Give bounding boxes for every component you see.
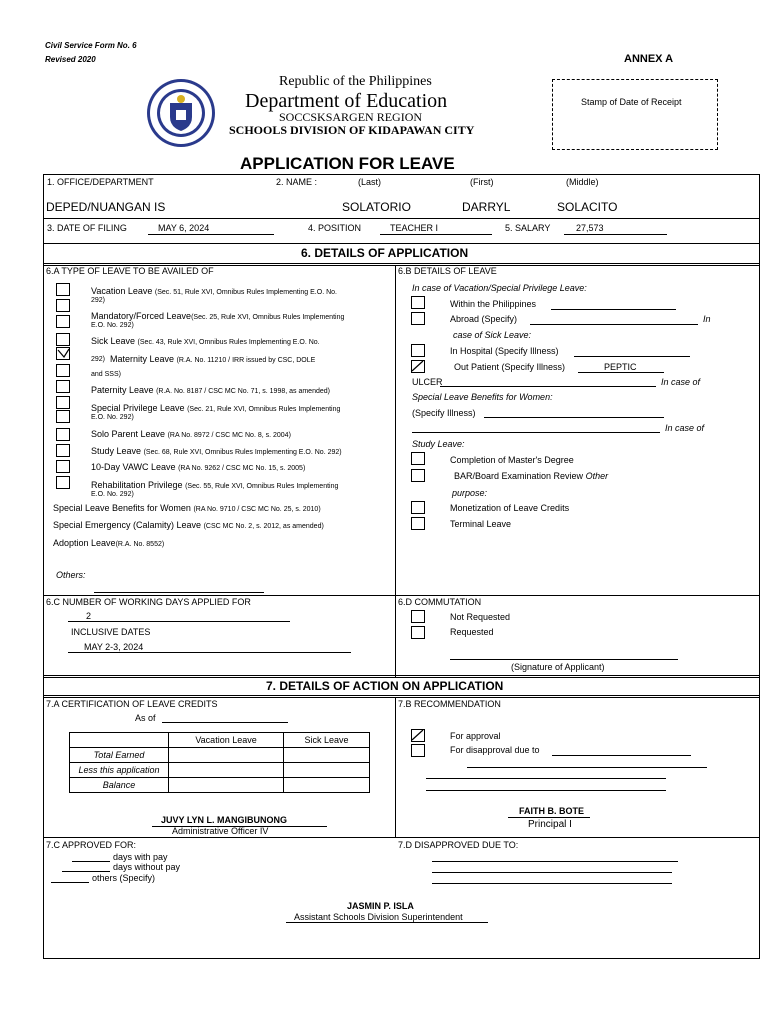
specify-illness-field-2[interactable] [412, 432, 660, 433]
table-row [70, 763, 370, 778]
section-6c-title: 6.C NUMBER OF WORKING DAYS APPLIED FOR [46, 597, 251, 607]
form-number: Civil Service Form No. 6 [45, 41, 137, 50]
receipt-stamp-label: Stamp of Date of Receipt [581, 97, 682, 107]
receipt-stamp-box [552, 79, 718, 150]
terminal-leave-checkbox[interactable] [411, 517, 425, 530]
column-header-sick: Sick Leave [284, 733, 370, 748]
divider [43, 263, 759, 264]
divider [43, 243, 759, 244]
first-name-label: (First) [470, 177, 494, 187]
vacation-leave-checkbox[interactable] [56, 283, 70, 296]
women-caption-2: Special Leave Benefits for Women: [412, 392, 553, 402]
terminal-leave-label: Terminal Leave [450, 519, 512, 529]
women-caption: In case of [661, 377, 701, 387]
others-field[interactable] [94, 592, 264, 593]
section-6d-title: 6.D COMMUTATION [398, 597, 482, 607]
section-6-title: 6. DETAILS OF APPLICATION [301, 246, 469, 260]
for-disapproval-checkbox[interactable] [411, 744, 425, 757]
purpose-label: purpose: [452, 488, 488, 498]
column-header-vacation: Vacation Leave [169, 733, 284, 748]
leave-type-label: 10-Day VAWC Leave (RA No. 9262 / CSC MC No. 15, s. 2005) [91, 462, 306, 472]
disapproval-reason-field-3[interactable] [426, 778, 666, 779]
principal-name: FAITH B. BOTE [519, 806, 584, 816]
underline [578, 372, 664, 373]
days-with-pay-field[interactable] [72, 861, 110, 862]
division-name: SCHOOLS DIVISION OF KIDAPAWAN CITY [229, 123, 475, 137]
mandatory-leave-checkbox[interactable] [56, 299, 70, 312]
section-7-title: 7. DETAILS OF ACTION ON APPLICATION [266, 679, 504, 693]
check-mark-icon [56, 347, 70, 359]
date-of-filing-value[interactable]: MAY 6, 2024 [158, 223, 210, 233]
underline [148, 234, 274, 235]
specify-illness-field[interactable] [484, 417, 664, 418]
requested-label: Requested [450, 627, 494, 637]
disapproval-reason-field-4[interactable] [426, 790, 666, 791]
rehabilitation-leave-checkbox[interactable] [56, 476, 70, 489]
salary-value[interactable]: 27,573 [576, 223, 604, 233]
leave-type-label: Rehabilitation Privilege (Sec. 55, Rule XVI, Omnibus Rules Implementing [91, 480, 339, 490]
section-7a-title: 7.A CERTIFICATION OF LEAVE CREDITS [46, 699, 218, 709]
leave-type-label: Solo Parent Leave (RA No. 8972 / CSC MC No. 8, s. 2004) [91, 429, 291, 439]
in-hospital-label: In Hospital (Specify Illness) [450, 346, 559, 356]
for-approval-label: For approval [450, 731, 501, 741]
leave-credits-table [69, 732, 370, 793]
asds-title: Assistant Schools Division Superintendent [294, 912, 463, 922]
republic-line: Republic of the Philippines [279, 74, 432, 89]
divider [43, 837, 759, 838]
out-patient-illness-value-2[interactable]: ULCER [412, 377, 443, 387]
not-requested-label: Not Requested [450, 612, 511, 622]
section-7d-title: 7.D DISAPPROVED DUE TO: [398, 840, 519, 850]
out-patient-illness-value[interactable]: PEPTIC [604, 362, 637, 372]
leave-type-label: Mandatory/Forced Leave(Sec. 25, Rule XVI, Omnibus Rules Implementing [91, 311, 345, 321]
out-patient-label: Out Patient (Specify Illness) [454, 362, 566, 372]
within-philippines-label: Within the Philippines [450, 299, 537, 309]
less-application-sick-cell[interactable] [284, 763, 370, 778]
leave-type-label: Adoption Leave(R.A. No. 8552) [53, 538, 165, 548]
office-value[interactable]: DEPED/NUANGAN IS [46, 200, 166, 214]
department-name: Department of Education [245, 90, 448, 112]
inclusive-dates-label: INCLUSIVE DATES [71, 627, 151, 637]
form-title: APPLICATION FOR LEAVE [240, 154, 455, 173]
signature-line [450, 659, 678, 660]
underline [68, 621, 290, 622]
leave-type-label: Special Leave Benefits for Women (RA No. 9710 / CSC MC No. 25, s. 2010) [53, 503, 321, 513]
disapproved-reason-field[interactable] [432, 861, 678, 862]
underline [508, 817, 590, 818]
disapproved-reason-field-2[interactable] [432, 872, 672, 873]
inclusive-dates-value[interactable]: MAY 2-3, 2024 [84, 642, 144, 652]
leave-type-ref: and SSS) [91, 371, 121, 378]
divider [43, 595, 759, 596]
mandatory-leave-checkbox-2[interactable] [56, 315, 70, 328]
table-row [70, 778, 370, 793]
study-leave-checkbox[interactable] [56, 444, 70, 457]
leave-type-ref: E.O. No. 292) [91, 491, 134, 498]
leave-type-ref: E.O. No. 292) [91, 414, 134, 421]
principal-title: Principal I [528, 819, 572, 830]
row-label: Less this application [70, 763, 169, 778]
first-name-value[interactable]: DARRYL [462, 200, 511, 214]
position-value[interactable]: TEACHER I [390, 223, 439, 233]
underline [68, 652, 351, 653]
for-approval-checkbox[interactable] [411, 729, 425, 742]
solo-parent-leave-checkbox[interactable] [56, 428, 70, 441]
underline [564, 234, 667, 235]
leave-type-ref: E.O. No. 292) [91, 322, 134, 329]
as-of-label: As of [135, 713, 156, 723]
in-hospital-checkbox[interactable] [411, 344, 425, 357]
requested-checkbox[interactable] [411, 626, 425, 639]
salary-label: 5. SALARY [505, 223, 551, 233]
as-of-field[interactable] [162, 722, 288, 723]
signature-label: (Signature of Applicant) [511, 662, 605, 672]
officer-name: JUVY LYN L. MANGIBUNONG [161, 815, 288, 825]
date-of-filing-label: 3. DATE OF FILING [47, 223, 127, 233]
leave-type-label: Sick Leave (Sec. 43, Rule XVI, Omnibus Rules Implementing E.O. No. [91, 336, 320, 346]
leave-type-label: Vacation Leave (Sec. 51, Rule XVI, Omnibus Rules Implementing E.O. No. [91, 286, 337, 296]
balance-vacation-cell[interactable] [169, 778, 284, 793]
last-name-value[interactable]: SOLATORIO [342, 200, 411, 214]
days-without-pay-field[interactable] [62, 871, 110, 872]
vawc-leave-checkbox[interactable] [56, 460, 70, 473]
leave-type-ref: 292) [91, 297, 106, 304]
underline [440, 386, 656, 387]
days-without-pay-label: days without pay [113, 862, 181, 872]
in-label: In [703, 314, 711, 324]
underline [380, 234, 492, 235]
name-label: 2. NAME : [276, 177, 318, 187]
days-with-pay-label: days with pay [113, 852, 168, 862]
check-mark-icon [411, 360, 425, 372]
within-philippines-checkbox[interactable] [411, 296, 425, 309]
maternity-leave-checkbox-2[interactable] [56, 364, 70, 377]
abroad-checkbox[interactable] [411, 312, 425, 325]
leave-type-label: Special Emergency (Calamity) Leave (CSC MC No. 2, s. 2012, as amended) [53, 520, 324, 530]
section-7b-title: 7.B RECOMMENDATION [398, 699, 501, 709]
monetization-checkbox[interactable] [411, 501, 425, 514]
leave-type-label: Maternity Leave (R.A. No. 11210 / IRR issued by CSC, DOLE [110, 354, 316, 364]
bar-review-label: BAR/Board Examination Review Other [454, 471, 609, 481]
balance-sick-cell[interactable] [284, 778, 370, 793]
last-name-label: (Last) [358, 177, 382, 187]
table-row [70, 748, 370, 763]
deped-seal-icon [145, 77, 217, 149]
leave-type-pre: 292) [91, 356, 106, 363]
less-application-vacation-cell[interactable] [169, 763, 284, 778]
section-6b-title: 6.B DETAILS OF LEAVE [398, 266, 497, 276]
middle-name-label: (Middle) [566, 177, 599, 187]
total-earned-sick-cell[interactable] [284, 748, 370, 763]
disapproval-reason-field-2[interactable] [467, 767, 707, 768]
divider [43, 697, 759, 698]
special-privilege-leave-checkbox-2[interactable] [56, 410, 70, 423]
specify-illness-label: (Specify Illness) [412, 408, 476, 418]
within-philippines-field[interactable] [551, 309, 676, 310]
sick-caption: case of Sick Leave: [453, 330, 532, 340]
divider [43, 675, 759, 676]
masters-degree-label: Completion of Master's Degree [450, 455, 574, 465]
vacation-caption: In case of Vacation/Special Privilege Leave: [412, 283, 587, 293]
leave-type-label: Study Leave (Sec. 68, Rule XVI, Omnibus Rules Implementing E.O. No. 292) [91, 446, 342, 456]
out-patient-checkbox[interactable] [411, 360, 425, 373]
row-label: Balance [70, 778, 169, 793]
others-specify-field[interactable] [51, 882, 89, 883]
study-caption-2: Study Leave: [412, 439, 465, 449]
monetization-label: Monetization of Leave Credits [450, 503, 570, 513]
abroad-field[interactable] [530, 324, 698, 325]
region-name: SOCCSKSARGEN REGION [279, 110, 423, 124]
office-label: 1. OFFICE/DEPARTMENT [47, 177, 154, 187]
middle-name-value[interactable]: SOLACITO [557, 200, 618, 214]
total-earned-vacation-cell[interactable] [169, 748, 284, 763]
asds-name: JASMIN P. ISLA [347, 901, 414, 911]
officer-title: Administrative Officer IV [172, 826, 269, 836]
masters-degree-checkbox[interactable] [411, 452, 425, 465]
column-divider [395, 265, 396, 677]
maternity-leave-checkbox[interactable] [56, 347, 70, 360]
underline [286, 922, 488, 923]
special-privilege-leave-checkbox[interactable] [56, 396, 70, 409]
sick-leave-checkbox[interactable] [56, 333, 70, 346]
others-label: Others: [56, 570, 86, 580]
form-revision: Revised 2020 [45, 55, 96, 64]
section-7c-title: 7.C APPROVED FOR: [46, 840, 137, 850]
others-specify-label: others (Specify) [92, 873, 156, 883]
working-days-value[interactable]: 2 [86, 611, 92, 621]
in-hospital-field[interactable] [574, 356, 690, 357]
leave-type-label: Special Privilege Leave (Sec. 21, Rule XVI, Omnibus Rules Implementing [91, 403, 341, 413]
disapproval-reason-field[interactable] [552, 755, 691, 756]
abroad-label: Abroad (Specify) [450, 314, 518, 324]
for-disapproval-label: For disapproval due to [450, 745, 540, 755]
divider [43, 677, 759, 678]
study-caption: In case of [665, 423, 705, 433]
bar-review-checkbox[interactable] [411, 469, 425, 482]
check-mark-icon [411, 729, 425, 741]
row-label: Total Earned [70, 748, 169, 763]
disapproved-reason-field-3[interactable] [432, 883, 672, 884]
table-corner [70, 733, 169, 748]
position-label: 4. POSITION [308, 223, 362, 233]
not-requested-checkbox[interactable] [411, 610, 425, 623]
divider [43, 695, 759, 696]
column-divider [395, 697, 396, 837]
section-6a-title: 6.A TYPE OF LEAVE TO BE AVAILED OF [46, 266, 214, 276]
divider [43, 218, 759, 219]
annex-label: ANNEX A [624, 53, 674, 65]
leave-type-label: Paternity Leave (R.A. No. 8187 / CSC MC No. 71, s. 1998, as amended) [91, 385, 330, 395]
paternity-leave-checkbox[interactable] [56, 380, 70, 393]
